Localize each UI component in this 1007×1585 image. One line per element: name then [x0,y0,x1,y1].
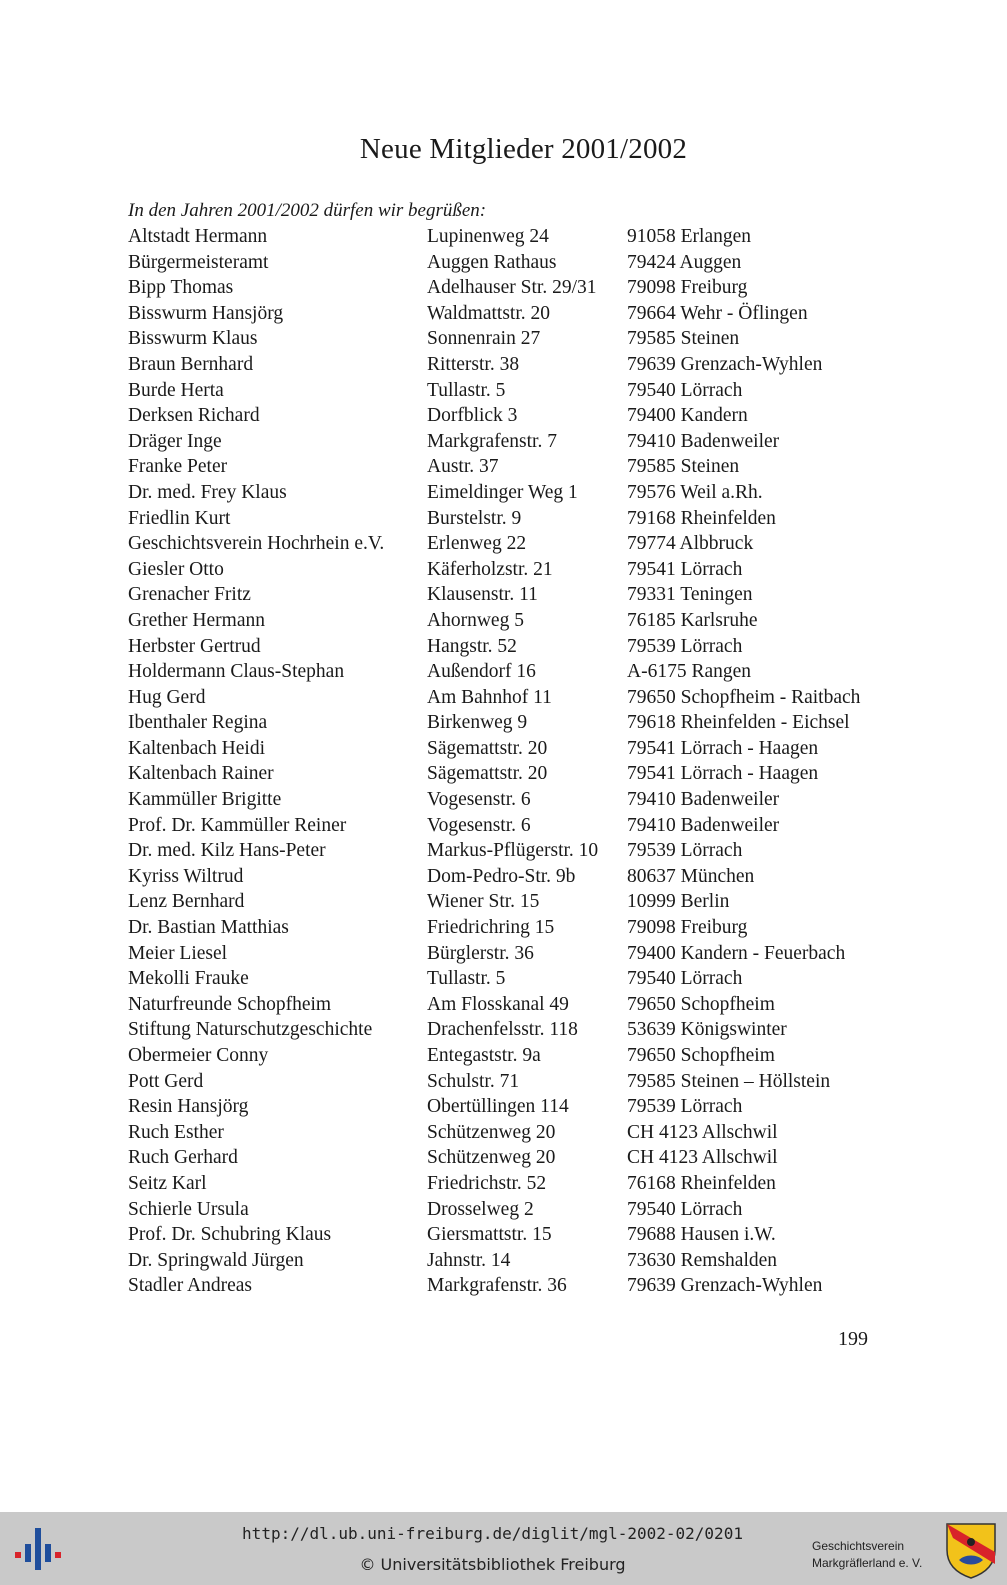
intro-text: In den Jahren 2001/2002 dürfen wir begrüßen: [128,200,487,221]
member-name: Lenz Bernhard [128,891,245,913]
member-name: Prof. Dr. Schubring Klaus [128,1224,332,1246]
member-street: Tullastr. 5 [427,379,506,401]
member-city: 79400 Kandern [627,405,748,427]
member-row [128,889,908,915]
member-street: Am Bahnhof 11 [427,686,552,708]
member-street: Friedrichring 15 [427,917,555,939]
member-street: Drosselweg 2 [427,1198,534,1220]
member-row [128,1248,908,1274]
member-street: Obertüllingen 114 [427,1096,569,1118]
member-name: Friedlin Kurt [128,507,231,529]
member-name: Burde Herta [128,379,224,401]
member-street: Ritterstr. 38 [427,353,520,375]
member-city: A-6175 Rangen [627,661,752,683]
member-row [128,403,908,429]
member-street: Markus-Pflügerstr. 10 [427,840,599,862]
member-city: 79410 Badenweiler [627,814,780,836]
member-row [128,378,908,404]
member-row [128,1017,908,1043]
member-city: 79539 Lörrach [627,840,743,862]
member-city: 79650 Schopfheim - Raitbach [627,686,861,708]
member-name: Altstadt Hermann [128,226,268,247]
member-city: 79585 Steinen [627,328,740,350]
member-name: Dr. med. Frey Klaus [128,481,287,503]
member-name: Pott Gerd [128,1070,204,1092]
member-row [128,761,908,787]
member-row [128,608,908,634]
member-city: 79098 Freiburg [627,917,748,939]
member-street: Klausenstr. 11 [427,584,538,606]
member-row [128,531,908,557]
page-title: Neue Mitglieder 2001/2002 [359,133,688,165]
member-city: 79540 Lörrach [627,379,743,401]
member-name: Grenacher Fritz [128,584,251,606]
member-row [128,1094,908,1120]
member-street: Ahornweg 5 [427,609,524,631]
member-name: Dräger Inge [128,430,222,452]
member-city: 79410 Badenweiler [627,789,780,811]
member-row [128,480,908,506]
member-street: Sonnenrain 27 [427,328,541,350]
member-name: Seitz Karl [128,1172,207,1194]
member-street: Schützenweg 20 [427,1121,556,1143]
member-name: Dr. med. Kilz Hans-Peter [128,840,326,862]
member-street: Außendorf 16 [427,661,536,683]
member-city: 53639 Königswinter [627,1019,787,1041]
member-street: Käferholzstr. 21 [427,558,553,580]
member-street: Birkenweg 9 [427,712,528,734]
member-row [128,710,908,736]
member-street: Dorfblick 3 [427,405,518,427]
member-street: Erlenweg 22 [427,533,527,555]
member-name: Bisswurm Klaus [128,328,258,350]
member-city: 79585 Steinen [627,456,740,478]
member-name: Grether Hermann [128,609,265,631]
footer-org-line2: Markgräflerland e. V. [812,1556,923,1570]
member-street: Friedrichstr. 52 [427,1172,547,1194]
member-row [128,582,908,608]
member-name: Mekolli Frauke [128,968,249,990]
member-row [128,429,908,455]
member-city: 80637 München [627,865,755,887]
member-street: Adelhauser Str. 29/31 [427,277,597,299]
member-row [128,1043,908,1069]
member-row [128,1171,908,1197]
member-street: Vogesenstr. 6 [427,814,531,836]
member-city: 79540 Lörrach [627,1198,743,1220]
member-row [128,1222,908,1248]
member-city: 76185 Karlsruhe [627,609,758,631]
member-name: Stiftung Naturschutzgeschichte [128,1019,373,1041]
member-street: Eimeldinger Weg 1 [427,481,578,503]
member-street: Auggen Rathaus [427,251,557,273]
member-row [128,634,908,660]
member-row [128,352,908,378]
member-row [128,301,908,327]
member-name: Giesler Otto [128,558,224,580]
member-city: 79539 Lörrach [627,635,743,657]
member-city: 79664 Wehr - Öflingen [627,302,808,324]
footer-organization [812,1538,922,1572]
member-city: CH 4123 Allschwil [627,1121,778,1143]
member-city: 79585 Steinen – Höllstein [627,1070,831,1092]
member-name: Bipp Thomas [128,277,234,299]
member-street: Vogesenstr. 6 [427,789,531,811]
member-row [128,736,908,762]
member-name: Geschichtsverein Hochrhein e.V. [128,533,385,555]
member-street: Markgrafenstr. 36 [427,1275,567,1297]
member-name: Dr. Bastian Matthias [128,917,289,939]
member-name: Prof. Dr. Kammüller Reiner [128,814,347,836]
member-street: Am Flosskanal 49 [427,993,569,1015]
member-street: Jahnstr. 14 [427,1249,511,1271]
member-street: Austr. 37 [427,456,499,478]
member-name: Kaltenbach Heidi [128,737,265,759]
member-street: Hangstr. 52 [427,635,517,657]
member-street: Tullastr. 5 [427,968,506,990]
member-row [128,1273,908,1299]
member-street: Waldmattstr. 20 [427,302,550,324]
footer-url-link[interactable]: http://dl.ub.uni-freiburg.de/diglit/mgl-2002-02/0201 [242,1524,743,1543]
member-row [128,838,908,864]
footer-copyright: © Universitätsbibliothek Freiburg [359,1555,626,1574]
member-name: Stadler Andreas [128,1275,253,1297]
member-list [128,224,908,1299]
member-row [128,326,908,352]
member-row [128,1197,908,1223]
member-row [128,1069,908,1095]
member-street: Schulstr. 71 [427,1070,520,1092]
member-city: 79539 Lörrach [627,1096,743,1118]
member-row [128,275,908,301]
page-number: 199 [838,1328,868,1350]
member-name: Schierle Ursula [128,1198,249,1220]
member-city: 79688 Hausen i.W. [627,1224,776,1246]
member-name: Braun Bernhard [128,353,254,375]
member-city: 76168 Rheinfelden [627,1172,776,1194]
member-city: 79541 Lörrach [627,558,743,580]
member-city: 79400 Kandern - Feuerbach [627,942,846,964]
member-street: Lupinenweg 24 [427,226,549,247]
member-name: Meier Liesel [128,942,228,964]
member-street: Dom-Pedro-Str. 9b [427,865,576,887]
member-city: 79541 Lörrach - Haagen [627,763,819,785]
member-city: 79576 Weil a.Rh. [627,481,763,503]
member-name: Holdermann Claus-Stephan [128,661,345,683]
member-city: 79541 Lörrach - Haagen [627,737,819,759]
member-street: Entegaststr. 9a [427,1045,541,1066]
member-name: Franke Peter [128,456,228,478]
member-city: 79540 Lörrach [627,968,743,990]
member-city: 10999 Berlin [627,891,730,913]
member-name: Resin Hansjörg [128,1096,249,1118]
member-row [128,864,908,890]
member-city: 79410 Badenweiler [627,430,780,452]
member-city: 79331 Teningen [627,584,753,606]
member-street: Sägemattstr. 20 [427,763,548,785]
member-street: Giersmattstr. 15 [427,1224,552,1246]
member-row [128,813,908,839]
member-row [128,659,908,685]
member-row [128,454,908,480]
member-name: Ruch Gerhard [128,1147,238,1169]
coat-of-arms-icon [943,1520,999,1580]
member-city: 91058 Erlangen [627,226,752,247]
member-name: Ruch Esther [128,1121,224,1143]
member-row [128,685,908,711]
member-row [128,224,908,250]
member-name: Kyriss Wiltrud [128,865,244,887]
member-row [128,992,908,1018]
member-city: 79639 Grenzach-Wyhlen [627,1275,823,1297]
member-street: Bürglerstr. 36 [427,942,534,964]
member-row [128,966,908,992]
member-name: Kammüller Brigitte [128,789,282,811]
member-street: Sägemattstr. 20 [427,737,548,759]
member-row [128,250,908,276]
member-city: 79618 Rheinfelden - Eichsel [627,712,850,734]
member-row [128,1120,908,1146]
member-city: 79639 Grenzach-Wyhlen [627,353,823,375]
member-name: Ibenthaler Regina [128,712,268,734]
member-row [128,1145,908,1171]
member-name: Kaltenbach Rainer [128,763,274,785]
member-city: 73630 Remshalden [627,1249,778,1271]
member-row [128,557,908,583]
member-name: Obermeier Conny [128,1045,269,1066]
member-name: Bisswurm Hansjörg [128,302,284,324]
member-city: 79168 Rheinfelden [627,507,776,529]
member-name: Derksen Richard [128,405,260,427]
member-street: Markgrafenstr. 7 [427,430,557,452]
member-city: 79650 Schopfheim [627,993,775,1015]
member-street: Wiener Str. 15 [427,891,540,913]
member-city: 79098 Freiburg [627,277,748,299]
member-row [128,506,908,532]
member-name: Bürgermeisteramt [128,251,269,273]
member-name: Naturfreunde Schopfheim [128,993,332,1015]
member-city: CH 4123 Allschwil [627,1147,778,1169]
member-city: 79424 Auggen [627,251,742,273]
member-street: Drachenfelsstr. 118 [427,1019,578,1041]
member-row [128,915,908,941]
member-name: Hug Gerd [128,686,206,708]
footer-bar [0,1512,1007,1585]
member-street: Burstelstr. 9 [427,507,522,529]
member-street: Schützenweg 20 [427,1147,556,1169]
member-name: Dr. Springwald Jürgen [128,1249,304,1271]
member-row [128,787,908,813]
footer-org-line1: Geschichtsverein [812,1539,905,1553]
member-city: 79650 Schopfheim [627,1045,775,1066]
member-row [128,941,908,967]
member-name: Herbster Gertrud [128,635,261,657]
member-city: 79774 Albbruck [627,533,754,555]
